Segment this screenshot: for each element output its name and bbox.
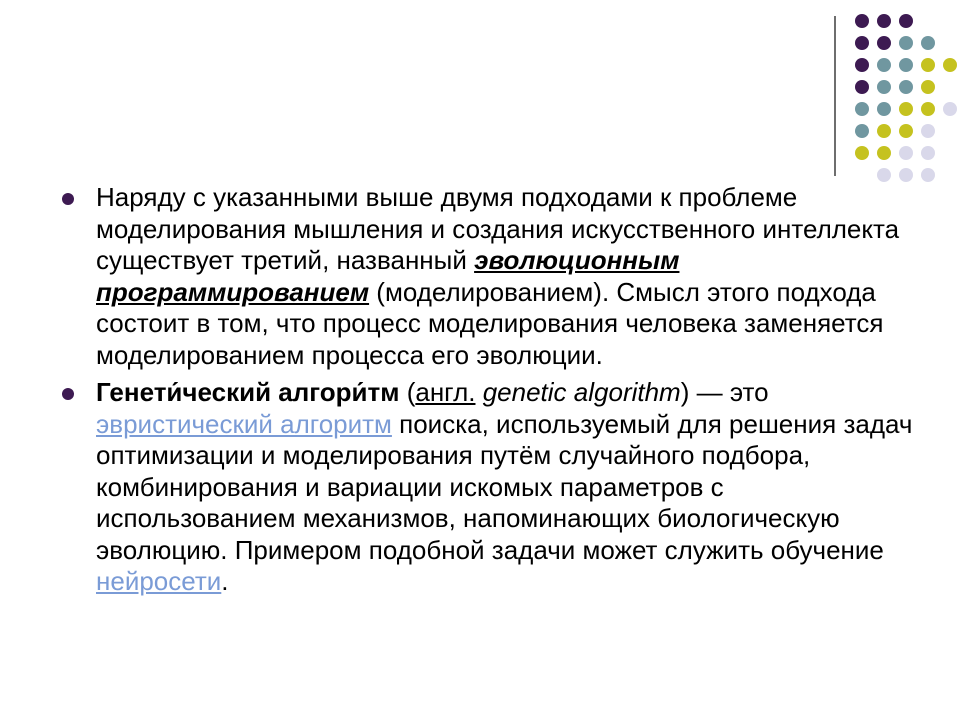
decorative-dot (877, 124, 891, 138)
decorative-dot (899, 80, 913, 94)
decorative-dot (899, 58, 913, 72)
decorative-dot (921, 124, 935, 138)
decorative-dot (877, 80, 891, 94)
decorative-dot (899, 102, 913, 116)
term-genetic-algorithm: Генети́ческий алгори́тм (96, 377, 400, 407)
link-heuristic-algorithm[interactable]: эвристический алгоритм (96, 408, 392, 439)
decorative-dot (877, 14, 891, 28)
decorative-dot (855, 58, 869, 72)
decorative-dot (855, 36, 869, 50)
bullet-text (475, 377, 482, 407)
decorative-dot (899, 14, 913, 28)
decorative-dot (877, 36, 891, 50)
english-term: genetic algorithm (482, 377, 681, 407)
bullet-dot-icon (62, 193, 74, 205)
decorative-dot (855, 102, 869, 116)
bullet-text: ) — это (680, 377, 769, 407)
decorative-dot (921, 102, 935, 116)
bullet-item-genetic-algorithm (62, 377, 922, 598)
decorative-dot (943, 58, 957, 72)
decorative-dot (899, 36, 913, 50)
decorative-dot (921, 168, 935, 182)
decorative-dot (921, 80, 935, 94)
decorative-dot (921, 58, 935, 72)
bullet-text: ( (399, 377, 416, 407)
decorative-dot (921, 146, 935, 160)
decorative-dot (943, 102, 957, 116)
decorative-dot (855, 146, 869, 160)
decorative-dot (855, 14, 869, 28)
decorative-dot (877, 146, 891, 160)
decorative-dot (899, 168, 913, 182)
decorative-dot (855, 80, 869, 94)
decorative-dot (855, 124, 869, 138)
bullet-item-evolutionary-programming (62, 182, 922, 371)
link-neural-network[interactable]: нейросети (96, 566, 222, 596)
decorative-dot (877, 168, 891, 182)
slide-body (62, 182, 922, 604)
term-evolutionary-programming: эволюционным программированием (96, 245, 680, 307)
decorative-dot (899, 124, 913, 138)
decorative-dot (921, 36, 935, 50)
bullet-text: (моделированием). Смысл этого подхода состоит в том, что процесс моделирования человека заменяется моделированием процесса его эволюции. (96, 276, 884, 370)
bullet-text: . (221, 566, 229, 596)
bullet-text: поиска, используемый для решения задач оптимизации и моделирования путём случайного подбора, комбинирования и вариации искомых параметров с использованием механизмов, напоминающих биологическую эволюцию. Примером подобной задачи может служить обучение (96, 408, 913, 565)
decorative-dot-grid (0, 0, 960, 200)
lang-abbreviation: англ. (415, 377, 476, 407)
decorative-dot (877, 102, 891, 116)
decorative-dot (877, 58, 891, 72)
bullet-text: Наряду с указанными выше двумя подходами к проблеме моделирования мышления и создания искусственного интеллекта существует третий, названный (96, 182, 900, 275)
bullet-dot-icon (62, 388, 74, 400)
decorative-dot (899, 146, 913, 160)
